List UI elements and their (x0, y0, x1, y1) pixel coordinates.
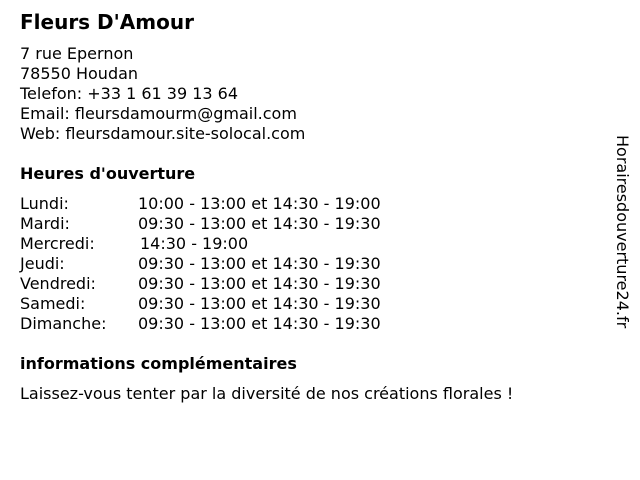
additional-info-heading: informations complémentaires (20, 354, 297, 373)
contact-block (20, 44, 305, 144)
hours-time-value: 09:30 - 13:00 et 14:30 - 19:30 (138, 294, 381, 313)
address-city: 78550 Houdan (20, 64, 139, 83)
opening-hours-heading: Heures d'ouverture (20, 164, 196, 183)
phone-number: Telefon: +33 1 61 39 13 64 (20, 84, 239, 103)
hours-time-value: 09:30 - 13:00 et 14:30 - 19:30 (138, 274, 381, 293)
hours-time-value: 09:30 - 13:00 et 14:30 - 19:30 (138, 214, 381, 233)
address-street: 7 rue Epernon (20, 44, 134, 63)
hours-day-label: Vendredi: (20, 274, 96, 293)
watermark-text: Horairesdouverture24.fr (613, 135, 632, 329)
hours-day-label: Lundi: (20, 194, 69, 213)
hours-day-label: Mardi: (20, 214, 70, 233)
hours-time-value: 10:00 - 13:00 et 14:30 - 19:00 (138, 194, 381, 213)
hours-time-value: 09:30 - 13:00 et 14:30 - 19:30 (138, 254, 381, 273)
hours-day-label: Dimanche: (20, 314, 107, 333)
hours-day-label: Jeudi: (20, 254, 65, 273)
hours-day-label: Samedi: (20, 294, 86, 313)
website-address: Web: fleursdamour.site-solocal.com (20, 124, 306, 143)
shop-name: Fleurs D'Amour (20, 10, 194, 34)
hours-day-label: Mercredi: (20, 234, 95, 253)
hours-time-value: 09:30 - 13:00 et 14:30 - 19:30 (138, 314, 381, 333)
additional-info-line1: Laissez-vous tenter par la diversité de nos créations florales ! (20, 384, 514, 403)
email-address: Email: fleursdamourm@gmail.com (20, 104, 297, 123)
hours-time-value: 14:30 - 19:00 (140, 234, 249, 253)
